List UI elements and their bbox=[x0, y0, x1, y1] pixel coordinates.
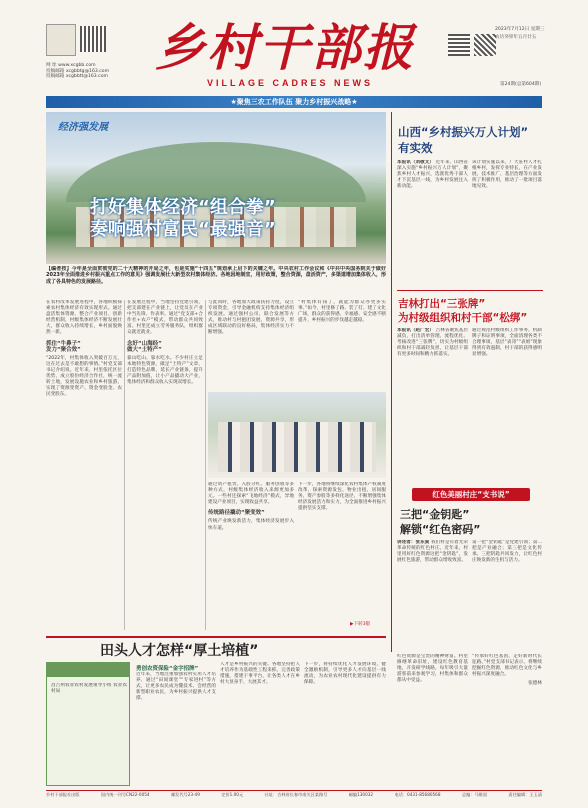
right-bottom-col-2 bbox=[472, 654, 542, 786]
lead-subhead-1b: 发力“聚合效” bbox=[46, 346, 81, 353]
bottom-col-2-text: 人才是乡村振兴的关键。各地坚持把人才培养作为基础性工程来抓，完善政策措施，搭建干事平台，让各类人才在乡村大显身手、大展其才。 bbox=[220, 662, 300, 686]
footer-item: 电话：0431-85680568 bbox=[394, 792, 441, 797]
lead-column-1 bbox=[46, 300, 122, 630]
right-bottom-col-1 bbox=[397, 654, 468, 786]
right-mid-body-2 bbox=[472, 328, 542, 476]
right-mid-title-2: 为村级组织和村干部“松绑” bbox=[398, 312, 528, 324]
lead-continued: ▶下转3版 bbox=[350, 622, 371, 627]
lead-col2-text-b: 靠山吃山、靠水吃水。不少村庄立足本地特色资源，做足“土特产”文章，打造特色品牌，延长产业链条，提升产品附加值，让小产品撬动大产业，集体经济和群众收入实现双增长。 bbox=[127, 355, 203, 386]
masthead-lunar: 农历癸卯年五月廿五 bbox=[495, 35, 537, 40]
right-red-title-2: 解锁“红色密码” bbox=[400, 523, 481, 536]
footer-item: 责任编辑：王玉清 bbox=[508, 792, 542, 797]
lead-col1-text-b: “2022年，村集体收入突破百万元，这在过去是不敢想的事情。”村党支部书记介绍说。近年来，村里依托区位优势，成立股份经济合作社，统一流转土地，发展设施农业和乡村旅游，实现了资源变资产、资金变股金、农民变股东。 bbox=[46, 355, 122, 398]
lead-subhead-3: 传统路径撬动“聚变效” bbox=[208, 510, 265, 517]
red-village-banner: 红色美丽村庄“支书说” bbox=[412, 488, 530, 501]
right-column-divider bbox=[391, 112, 392, 652]
footer-item: 国内统一刊号CN22-0054 bbox=[100, 792, 150, 797]
lead-col5-text-b: 传统产业焕发新活力，集体经济发展步入快车道。 bbox=[208, 519, 294, 531]
bottom-col-1-text: 近年来，当地注重加强农村实用人才培养，通过“田间课堂”“专家进村”等方式，让更多农民成为懂技术、会经营的新型职业农民，为乡村振兴提供人才支撑。 bbox=[136, 672, 216, 702]
right-red-body-2-text: 第一把“金钥匙”是党建引领；第二把是产业融合；第三把是文化传承。三把钥匙共同发力，让红色村庄焕发新的生机与活力。 bbox=[472, 540, 542, 564]
lead-col3-text: 与此同时，各地加大政策扶持力度，设立专项资金，引导金融机构支持集体经济组织发展。通过强村公司、联合发展等方式，推动村与村抱团发展、资源共享，形成区域联动的良好格局，集体经济实力不断增强。 bbox=[208, 300, 294, 336]
masthead-left-info bbox=[46, 63, 156, 80]
right-red-byline: 讲述者：张东寅 bbox=[397, 540, 430, 545]
footer-item: 社址：吉林省长春市南关区某路号 bbox=[264, 792, 328, 797]
masthead-title: 乡村干部报 bbox=[155, 18, 415, 77]
lead-kicker: 经济强发展 bbox=[58, 122, 108, 133]
right-top-body-2-text: 该计划实施以来，广大驻村人才扎根乡村，发挥专业特长，在产业发展、技术推广、基层治理等方面发挥了积极作用，推动了一批项目落地见效。 bbox=[472, 160, 542, 190]
email-line-1: 投稿邮箱 xcgbbtg@163.com bbox=[46, 68, 110, 74]
qr-code-right bbox=[448, 34, 470, 56]
right-red-body-2 bbox=[472, 540, 542, 652]
lead-column-2 bbox=[127, 300, 203, 630]
footer-item: 邮发代号23-49 bbox=[170, 792, 200, 797]
bottom-byline: 张德林 bbox=[528, 681, 542, 687]
box-caption: 昌吉州农业农村发展领导小组 农业农村局 bbox=[51, 683, 127, 695]
footer-item: 邮编130032 bbox=[348, 792, 374, 797]
right-top-body-1 bbox=[397, 160, 468, 286]
qr-code-left bbox=[80, 26, 106, 52]
right-mid-body-2-text: 通过规范村级组织工作事务、机制牌子和证明事项，全面清理各类不合理事项，基层“表哥”“表姐”现象得到有效遏制，村干部的获得感明显增强。 bbox=[472, 328, 542, 358]
section-rule bbox=[397, 290, 543, 291]
lead-photo-meeting bbox=[208, 392, 386, 478]
right-mid-body-1-text: 吉林省聚焦基层减负，打出清单管理、流程优化、考核改进“三张牌”，切实为村级组织和村干部减轻负担，让基层干部有更多时间和精力抓落实。 bbox=[397, 328, 468, 358]
bottom-headline: 田头人才怎样“厚土培植” bbox=[100, 643, 259, 659]
lead-headline-1: 打好集体经济“组合拳” bbox=[90, 197, 276, 218]
lead-subhead-2b: 做大“土特产” bbox=[127, 346, 162, 353]
people-group bbox=[218, 422, 376, 472]
footer-item: 定价1.00元 bbox=[221, 792, 244, 797]
lead-photo-village bbox=[46, 112, 386, 264]
right-top-title-2: 有实效 bbox=[398, 141, 433, 155]
bottom-box-title: 勇创农资保险“金字招牌” bbox=[136, 666, 199, 672]
lead-subhead-2: 念好“山海经” bbox=[127, 340, 162, 347]
column-divider bbox=[205, 300, 206, 630]
right-red-body-1-text: 我们村是有着光荣革命传统的红色村庄。近年来，村里用好红色资源这把“金钥匙”，发展红色旅游，带动群众增收致富。 bbox=[397, 540, 468, 564]
footer-rule bbox=[46, 790, 542, 791]
right-top-title-1: 山西“乡村振兴万人计划” bbox=[398, 125, 529, 139]
right-red-title-1: 三把“金钥匙” bbox=[400, 508, 470, 521]
right-bottom-col-1-text: 红色资源是宝贵的精神财富。村里修缮革命旧址，建设红色教育基地，开发研学线路，每年吸引大量游客前来参观学习，村集体和群众都从中受益。 bbox=[397, 654, 468, 684]
lead-subhead-1: 抓住“牛鼻子” bbox=[46, 340, 81, 347]
right-bottom-col-2-text: “传承好红色基因，走好新时代长征路。”村党支部书记表示，将继续挖掘红色资源，推动红色文化与乡村振兴深度融合。 bbox=[472, 654, 542, 678]
bottom-section-rule bbox=[46, 636, 386, 638]
column-divider bbox=[124, 300, 125, 630]
bottom-col-2 bbox=[220, 662, 300, 786]
right-red-body-1 bbox=[397, 540, 468, 652]
masthead-subtitle: VILLAGE CADRES NEWS bbox=[206, 78, 373, 88]
right-mid-body-1 bbox=[397, 328, 468, 476]
lead-deck: 【编者按】今年是全面贯彻党的二十大精神的开局之年，也是实施“十四五”规划承上启下的关键之年。中央农村工作会议和《中共中央国务院关于做好2023年全面推进乡村振兴重点工作的意见》强调发展壮大新型农村集体经济。各地因地制宜，用好政策，整合资源，盘活资产，多渠道增加集体收入，形成了各具特色的发展路径。 bbox=[46, 266, 386, 285]
masthead-logo-seal bbox=[46, 24, 76, 56]
box-ribbon bbox=[47, 663, 129, 677]
footer-item: 乡村干部报社出版 bbox=[46, 792, 80, 797]
right-mid-title-1: 吉林打出“三张牌” bbox=[398, 298, 486, 310]
qr-code-right-2 bbox=[474, 34, 496, 56]
right-top-body-2 bbox=[472, 160, 542, 286]
bottom-col-3 bbox=[304, 662, 386, 786]
lead-col1-text-a: 在农村改革发展进程中，各地积极探索农村集体经济有效实现形式。通过盘活集体资源、整合产业项目、创新经营机制，村级集体经济不断发展壮大，群众收入持续增长，乡村面貌焕然一新。 bbox=[46, 300, 122, 336]
tagline-bar: ★聚焦三农工作队伍 聚力乡村振兴战略★ bbox=[46, 96, 542, 108]
right-top-byline: 本报讯（刘敬文） bbox=[397, 160, 435, 165]
lead-column-5 bbox=[208, 482, 294, 630]
email-line-2: 投稿邮箱 xcgbbtt@163.com bbox=[46, 74, 108, 80]
footer-bar bbox=[46, 792, 542, 798]
right-mid-byline: 本报讯（赵广宏） bbox=[397, 328, 435, 333]
website-line: 网 址 www.xcgbb.com bbox=[46, 63, 96, 68]
masthead-issue: 第24期(总第604期) bbox=[500, 82, 542, 87]
lead-column-6 bbox=[298, 482, 386, 622]
bottom-col-3-text: 下一步，将持续优化人才发展环境，健全激励机制，引导更多人才向基层一线流动，为农业农村现代化建设提供有力保障。 bbox=[304, 662, 386, 686]
lead-col4-text: “村集体有钱了，就能为群众办更多实事。”如今，村里修了路、装了灯、建了文化广场，群众的获得感、幸福感、安全感不断提升，乡村振兴的步伐越走越稳。 bbox=[298, 300, 386, 324]
lead-column-3 bbox=[208, 300, 294, 390]
masthead-date: 2023年7月12日 星期三 bbox=[495, 27, 545, 32]
lead-col2-text-a: 在发展过程中，当地坚持党建引领，把支部建在产业链上，让党员在产业中当先锋、作表率。通过“党支部+合作社+农户”模式，带动群众共同致富。村里还成立劳务服务队，组织群众就近就业。 bbox=[127, 300, 203, 336]
right-top-body-1-text: 近年来，山西省深入实施“乡村振兴万人计划”，聚焦乡村人才振兴，选派优秀干部人才下沉基层一线，为乡村发展注入新动能。 bbox=[397, 160, 468, 190]
lead-col5-text: 通过资产租赁、入股分红、服务创收等多种方式，村级集体经济收入来源更加多元。一些村还探索“飞地经济”模式，异地建设产业项目，实现收益共享。 bbox=[208, 482, 294, 506]
lead-headline-2: 奏响强村富民“最强音” bbox=[90, 219, 276, 240]
bottom-boxed-item bbox=[46, 662, 130, 786]
footer-item: 总编：马维国 bbox=[461, 792, 488, 797]
lead-col6-text: 下一步，各地将继续深化农村集体产权制度改革，探索资源发包、物业出租、居间服务、资产参股等多样化途径，不断增强集体经济发展活力和实力，为全面推进乡村振兴提供坚实支撑。 bbox=[298, 482, 386, 512]
bottom-col-1 bbox=[136, 672, 216, 786]
lead-column-4 bbox=[298, 300, 386, 390]
